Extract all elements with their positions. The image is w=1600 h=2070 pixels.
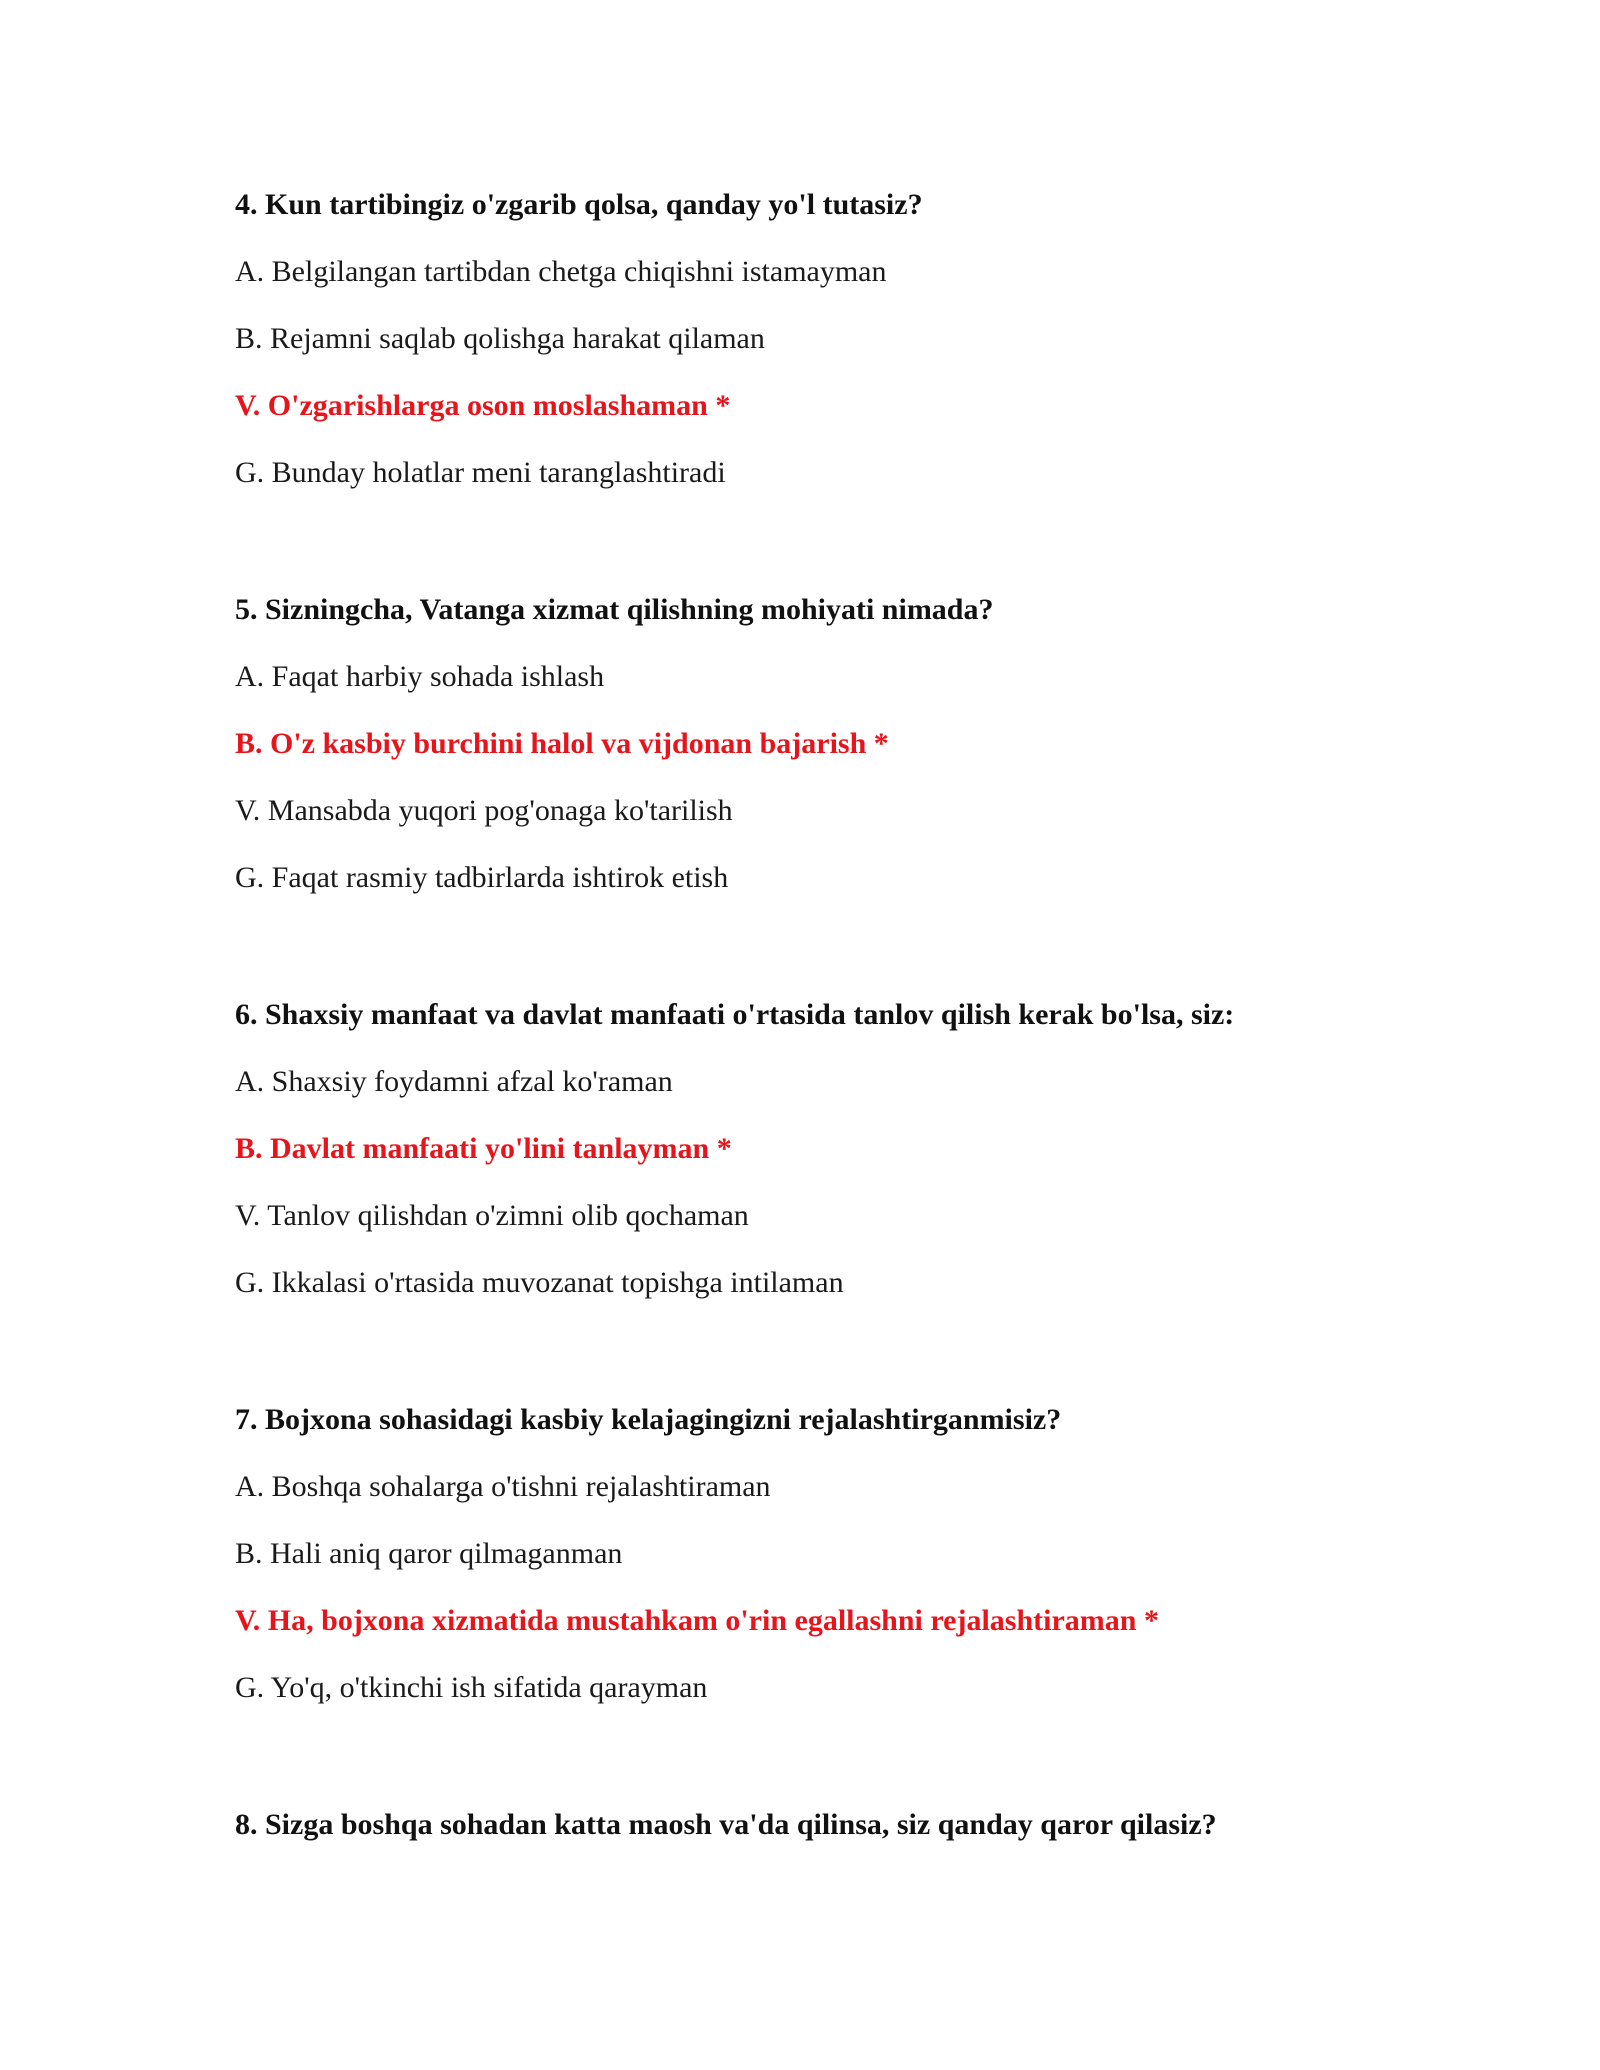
question-block-4 <box>235 188 1435 490</box>
question-6-option-g: G. Ikkalasi o'rtasida muvozanat topishga intilaman <box>235 1266 844 1299</box>
question-4-text: 4. Kun tartibingiz o'zgarib qolsa, qanday yo'l tutasiz? <box>235 188 923 221</box>
question-7-option-a: A. Boshqa sohalarga o'tishni rejalashtiraman <box>235 1470 771 1503</box>
question-block-5 <box>235 593 1435 895</box>
question-4-option-v-correct: V. O'zgarishlarga oson moslashaman * <box>235 389 731 422</box>
question-5-option-b-correct: B. O'z kasbiy burchini halol va vijdonan bajarish * <box>235 727 889 760</box>
question-5-option-g: G. Faqat rasmiy tadbirlarda ishtirok etish <box>235 861 729 894</box>
question-block-8 <box>235 1808 1435 1842</box>
question-7-option-v-correct: V. Ha, bojxona xizmatida mustahkam o'rin egallashni rejalashtiraman * <box>235 1604 1159 1637</box>
question-5-option-v: V. Mansabda yuqori pog'onaga ko'tarilish <box>235 794 733 827</box>
question-4-option-b: B. Rejamni saqlab qolishga harakat qilaman <box>235 322 765 355</box>
question-block-7 <box>235 1403 1435 1705</box>
question-6-option-a: A. Shaxsiy foydamni afzal ko'raman <box>235 1065 673 1098</box>
question-5-option-a: A. Faqat harbiy sohada ishlash <box>235 660 605 693</box>
question-5-text: 5. Sizningcha, Vatanga xizmat qilishning mohiyati nimada? <box>235 593 994 626</box>
question-4-option-a: A. Belgilangan tartibdan chetga chiqishni istamayman <box>235 255 887 288</box>
question-6-option-v: V. Tanlov qilishdan o'zimni olib qochaman <box>235 1199 749 1232</box>
question-6-text: 6. Shaxsiy manfaat va davlat manfaati o'rtasida tanlov qilish kerak bo'lsa, siz: <box>235 998 1235 1031</box>
question-4-option-g: G. Bunday holatlar meni taranglashtiradi <box>235 456 726 489</box>
question-block-6 <box>235 998 1435 1300</box>
question-8-text: 8. Sizga boshqa sohadan katta maosh va'da qilinsa, siz qanday qaror qilasiz? <box>235 1808 1217 1841</box>
question-7-option-g: G. Yo'q, o'tkinchi ish sifatida qarayman <box>235 1671 708 1704</box>
question-7-text: 7. Bojxona sohasidagi kasbiy kelajagingizni rejalashtirganmisiz? <box>235 1403 1062 1436</box>
question-6-option-b-correct: B. Davlat manfaati yo'lini tanlayman * <box>235 1132 732 1165</box>
question-7-option-b: B. Hali aniq qaror qilmaganman <box>235 1537 623 1570</box>
